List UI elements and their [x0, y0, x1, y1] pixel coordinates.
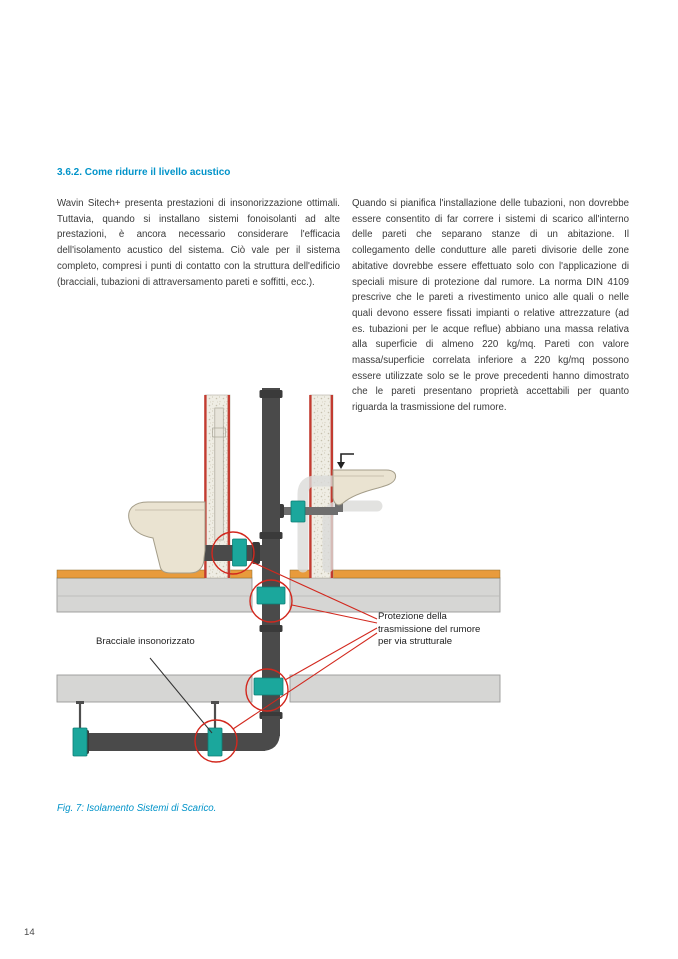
horizontal-pipe-clamp-left [73, 728, 87, 756]
horizontal-pipe-clamp-right [208, 728, 222, 756]
section-heading: 3.6.2. Come ridurre il livello acustico [57, 167, 231, 178]
body-column-right: Quando si pianifica l'installazione delle tubazioni, non dovrebbe essere consentito di far correre i sistemi di scarico all'interno delle pareti che separano stanze di un abitazione. Il collegamento delle condutture alle pareti divisorie delle zone abitative dovrebbe essere effettuato solo con l'applicazione di speciali misure di protezione dal rumore. La norma DIN 4109 prescrive che le pareti a rivestimento unico alle quali o nelle quali devono essere fissati impianti o relative attrezzature (ad es. tubazioni per le acque reflue) abbiano una massa relativa alla superficie di almeno 220 kg/mq. Pareti con valore massa/superficie correlata inferiore a 220 kg/mq possono essere utilizzate solo se le prove precedenti hanno dimostrato che le pareti presentano proprietà accettabili per quanto riguarda la trasmissione del rumore. [352, 198, 629, 414]
figure-caption: Fig. 7: Isolamento Sistemi di Scarico. [57, 803, 217, 814]
basin-drain-pipe [280, 507, 338, 515]
drainage-insulation-diagram [40, 382, 510, 802]
slab-sleeve-lower [254, 678, 283, 695]
slab-sleeve-upper [257, 587, 285, 604]
label-structural-noise-protection: Protezione della trasmissione del rumore per via strutturale [378, 611, 481, 647]
flow-arrow-icon [337, 454, 354, 469]
horizontal-collector-pipe [82, 716, 280, 754]
wall-hung-toilet [129, 502, 205, 573]
basin-drain-clamp [291, 501, 305, 522]
toilet-branch-clamp [233, 539, 247, 566]
label-insulated-bracket: Bracciale insonorizzato [96, 636, 195, 647]
support-rods [76, 701, 219, 732]
body-column-left: Wavin Sitech+ presenta prestazioni di insonorizzazione ottimali. Tuttavia, quando si installano sistemi fonoisolanti ad alte prestazioni, è ancora necessario considerare l'efficacia dell'isolamento acustico del sistema. Ciò vale per il sistema completo, compresi i punti di contatto con la struttura dell'edificio (bracciali, tubazioni di attraversamento pareti e soffitti, ecc.). [57, 198, 340, 288]
page-number: 14 [24, 927, 35, 938]
